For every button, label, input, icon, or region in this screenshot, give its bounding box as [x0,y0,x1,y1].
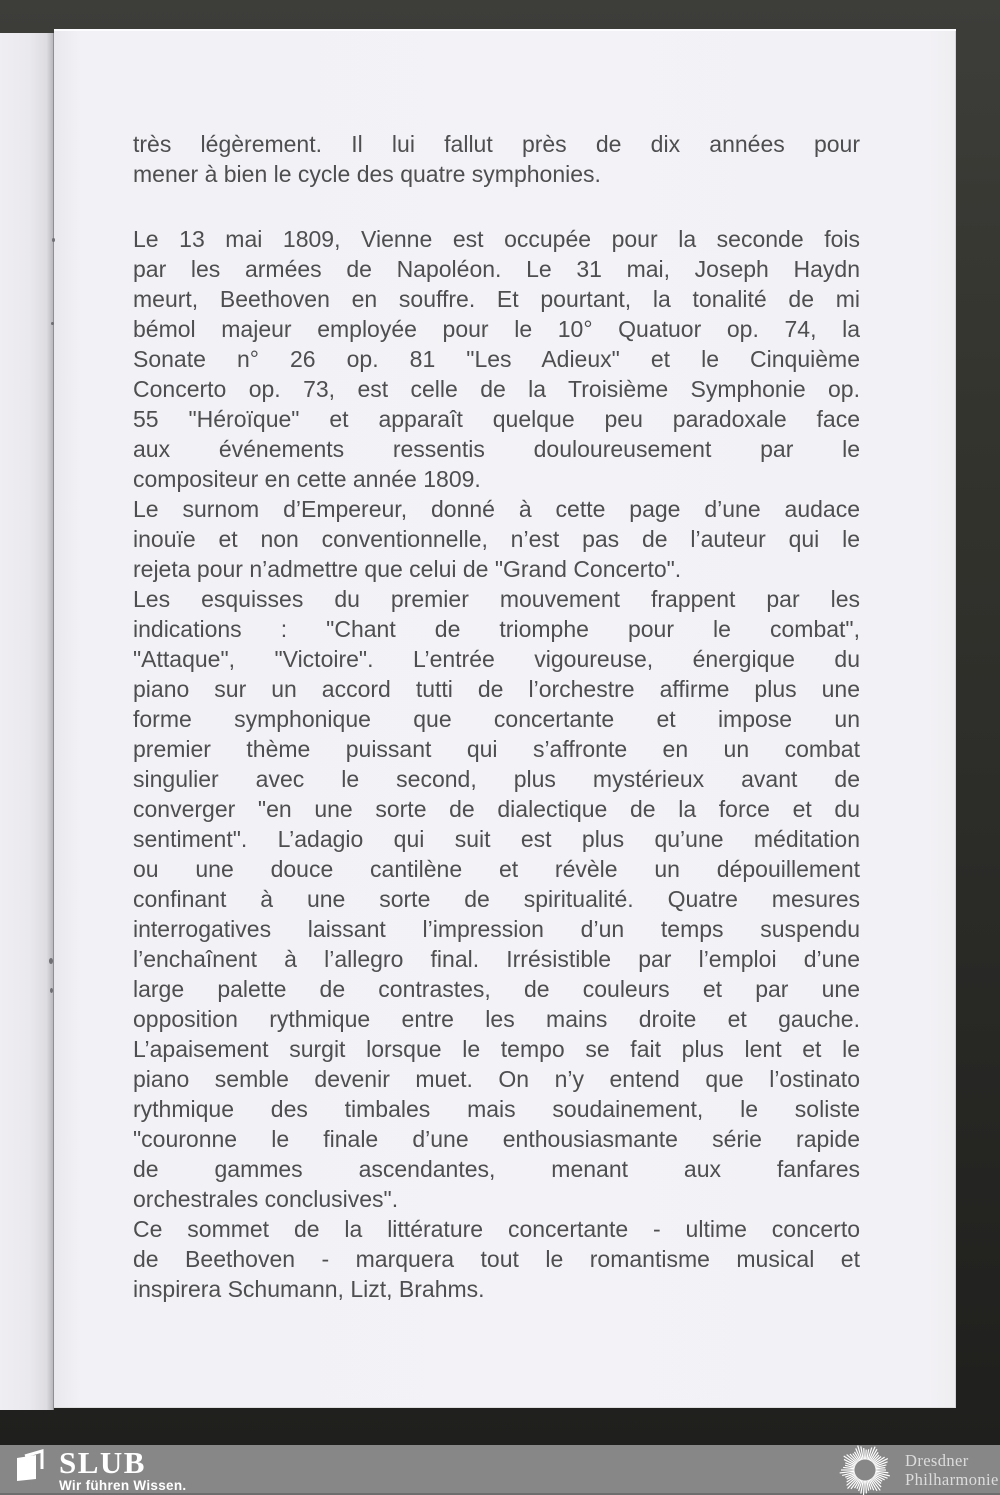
starburst-icon-wrap [838,1445,892,1495]
slub-text [59,1445,187,1493]
text-line: converger "en une sorte de dialectique de la force et du [133,796,860,822]
slub-logo[interactable] [15,1445,187,1493]
partner-line2: Philharmonie [905,1470,999,1489]
text-line: aux événements ressentis douloureusement par le [133,436,860,462]
text-line: confinant à une sorte de spiritualité. Quatre mesures [133,886,860,912]
text-line: forme symphonique que concertante et impose un [133,706,860,732]
text-line: Concerto op. 73, est celle de la Troisième Symphonie op. [133,376,860,402]
text-line: Le surnom d’Empereur, donné à cette page d’une audace [133,496,860,522]
binding-speck [52,238,55,242]
text-line: large palette de contrastes, de couleurs et par une [133,976,860,1002]
adjacent-page-edge [0,33,54,1410]
binding-speck [51,322,54,325]
text-line: 55 "Héroïque" et apparaît quelque peu paradoxale face [133,406,860,432]
text-line: "couronne le finale d’une enthousiasmante série rapide [133,1126,860,1152]
paragraph [133,1214,860,1304]
paragraph [133,224,860,494]
text-line: très légèrement. Il lui fallut près de dix années pour [133,131,860,157]
text-line: meurt, Beethoven en souffre. Et pourtant, la tonalité de mi [133,286,860,312]
text-line: par les armées de Napoléon. Le 31 mai, Joseph Haydn [133,256,860,282]
text-line: L’apaisement surgit lorsque le tempo se fait plus lent et le [133,1036,860,1062]
text-line: opposition rythmique entre les mains droite et gauche. [133,1006,860,1032]
text-line: de Beethoven - marquera tout le romantisme musical et [133,1246,860,1272]
text-line: premier thème puissant qui s’affronte en un combat [133,736,860,762]
text-line: inspirera Schumann, Lizt, Brahms. [133,1276,485,1302]
text-line: ou une douce cantilène et révèle un dépouillement [133,856,860,882]
partner-line1: Dresdner [905,1451,969,1470]
text-line: inouïe et non conventionnelle, n’est pas de l’auteur qui le [133,526,860,552]
text-line: orchestrales conclusives". [133,1186,399,1212]
paragraph [133,494,860,584]
text-line: Sonate n° 26 op. 81 "Les Adieux" et le Cinquième [133,346,860,372]
text-line: singulier avec le second, plus mystérieux avant de [133,766,860,792]
slub-tagline: Wir führen Wissen. [59,1478,187,1493]
text-line: Ce sommet de la littérature concertante - ultime concerto [133,1216,860,1242]
text-line: piano semble devenir muet. On n’y entend que l’ostinato [133,1066,860,1092]
slub-wordmark: SLUB [59,1445,146,1480]
text-line: de gammes ascendantes, menant aux fanfares [133,1156,860,1182]
text-line: mener à bien le cycle des quatre symphonies. [133,161,601,187]
philharmonie-starburst-icon [838,1445,892,1495]
text-line: compositeur en cette année 1809. [133,466,481,492]
text-line: rejeta pour n’admettre que celui de "Grand Concerto". [133,556,682,582]
scanned-page [54,29,956,1408]
text-line: bémol majeur employée pour le 10° Quatuor op. 74, la [133,316,860,342]
viewer-footer [0,1445,1000,1495]
text-line: sentiment". L’adagio qui suit est plus qu’une méditation [133,826,860,852]
text-line: "Attaque", "Victoire". L’entrée vigoureuse, énergique du [133,646,860,672]
text-line: l’enchaînent à l’allegro final. Irrésistible par l’emploi d’une [133,946,860,972]
text-line: Le 13 mai 1809, Vienne est occupée pour la seconde fois [133,226,860,252]
binding-speck [49,958,53,964]
slub-book-icon [15,1448,46,1481]
paragraph [133,129,860,189]
text-line: indications : "Chant de triomphe pour le combat", [133,616,860,642]
dresdner-philharmonie-logo[interactable] [838,1445,999,1495]
paragraph [133,584,860,1214]
text-line: piano sur un accord tutti de l’orchestre affirme plus une [133,676,860,702]
text-line: interrogatives laissant l’impression d’un temps suspendu [133,916,860,942]
text-line: Les esquisses du premier mouvement frappent par les [133,586,860,612]
partner-text [905,1451,999,1489]
text-line: rythmique des timbales mais soudainement, le soliste [133,1096,860,1122]
page-text-block [133,129,860,1304]
binding-speck [50,988,53,993]
